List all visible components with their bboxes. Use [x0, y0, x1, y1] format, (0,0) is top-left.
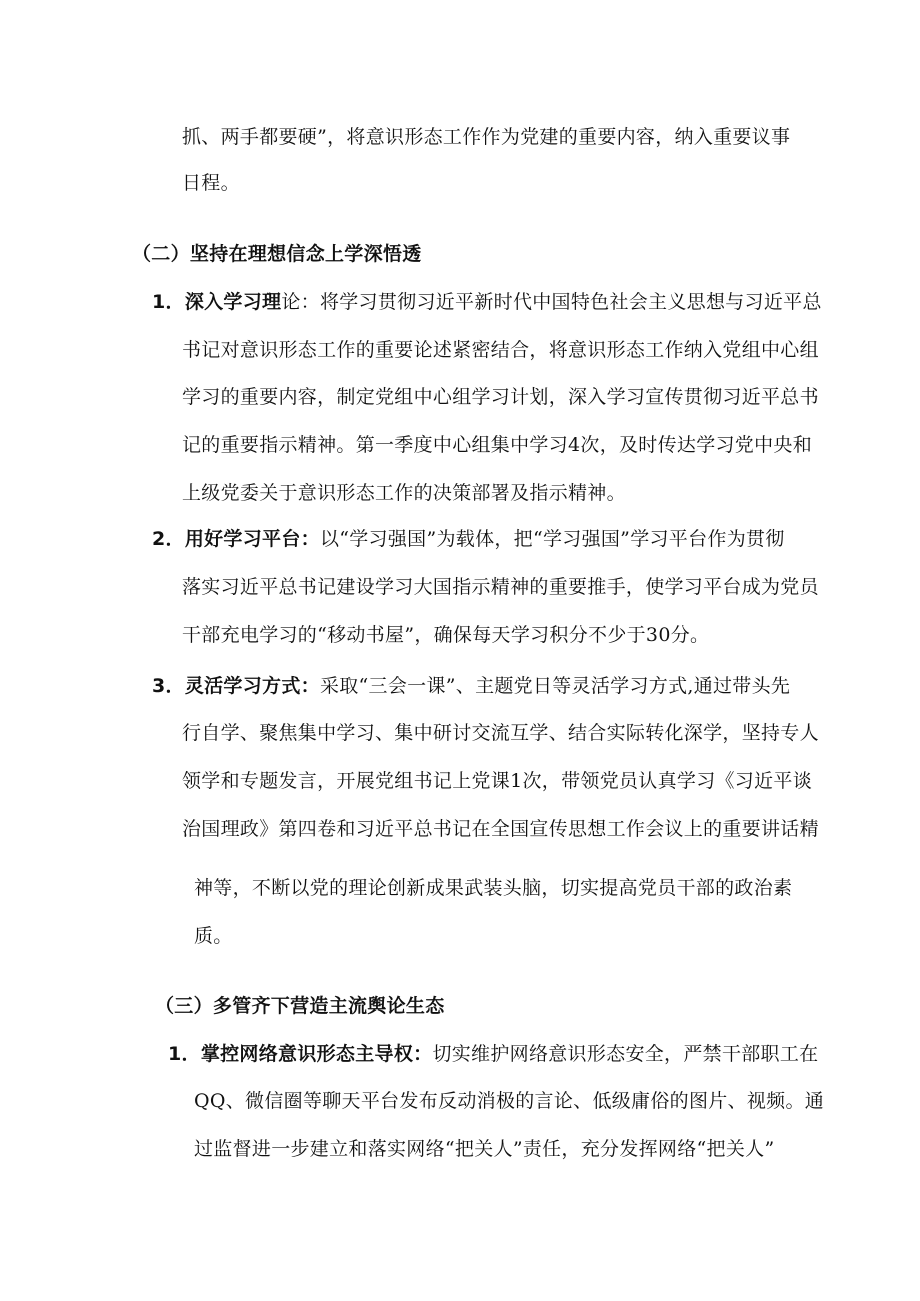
item-text: 以“学习强国”为载体，把“学习强国”学习平台作为贯彻: [319, 528, 785, 550]
paragraph-line: 领学和专题发言，开展党组书记上党课1次，带领党员认真学习《习近平谈: [182, 770, 812, 792]
paragraph-line: 抓、两手都要硬”，将意识形态工作作为党建的重要内容，纳入重要议事: [182, 126, 791, 148]
paragraph-line: 学习的重要内容，制定党组中心组学习计划，深入学习宣传贯彻习近平总书: [182, 386, 819, 408]
list-item-line: [168, 1041, 818, 1067]
list-item-line: [152, 526, 785, 552]
list-item-line: [152, 289, 822, 315]
list-item-line: [152, 673, 790, 699]
item-number: 3．: [152, 675, 185, 697]
paragraph-line: 过监督进一步建立和落实网络“把关人”责任，充分发挥网络“把关人”: [194, 1138, 775, 1160]
item-text: 切实维护网络意识形态安全，严禁干部职工在: [432, 1043, 819, 1065]
item-text: 将学习贯彻习近平新时代中国特色社会主义思想与习近平总: [319, 291, 822, 313]
item-lead: 深入学习理: [184, 291, 282, 313]
paragraph-line: 治国理政》第四卷和习近平总书记在全国宣传思想工作会议上的重要讲话精: [182, 818, 819, 840]
item-lead: 灵活学习方式：: [184, 675, 320, 697]
item-lead-rest: 论：: [281, 291, 320, 313]
item-number: 1．: [168, 1043, 201, 1065]
item-number: 1．: [152, 291, 185, 313]
item-lead: 掌控网络意识形态主导权：: [200, 1043, 433, 1065]
paragraph-line: 神等，不断以党的理论创新成果武装头脑，切实提高党员干部的政治素: [194, 877, 793, 899]
paragraph-line: QQ、微信圈等聊天平台发布反动消极的言论、低级庸俗的图片、视频。通: [194, 1090, 825, 1112]
paragraph-line: 行自学、聚焦集中学习、集中研讨交流互学、结合实际转化深学，坚持专人: [182, 722, 819, 744]
paragraph-line: 日程。: [182, 172, 240, 194]
paragraph-line: 书记对意识形态工作的重要论述紧密结合，将意识形态工作纳入党组中心组: [182, 339, 819, 361]
section-heading: （二）坚持在理想信念上学深悟透: [132, 243, 422, 265]
paragraph-line: 记的重要指示精神。第一季度中心组集中学习4次，及时传达学习党中央和: [182, 434, 812, 456]
paragraph-line: 干部充电学习的“移动书屋”，确保每天学习积分不少于30分。: [182, 624, 710, 646]
paragraph-line: 上级党委关于意识形态工作的决策部署及指示精神。: [182, 482, 626, 504]
section-heading: （三）多管齐下营造主流舆论生态: [155, 995, 445, 1017]
item-lead: 用好学习平台：: [184, 528, 320, 550]
item-number: 2．: [152, 528, 185, 550]
paragraph-line: 落实习近平总书记建设学习大国指示精神的重要推手，使学习平台成为党员: [182, 576, 819, 598]
item-text: 采取“三会一课”、主题党日等灵活学习方式,通过带头先: [319, 675, 791, 697]
paragraph-line: 质。: [194, 925, 233, 947]
